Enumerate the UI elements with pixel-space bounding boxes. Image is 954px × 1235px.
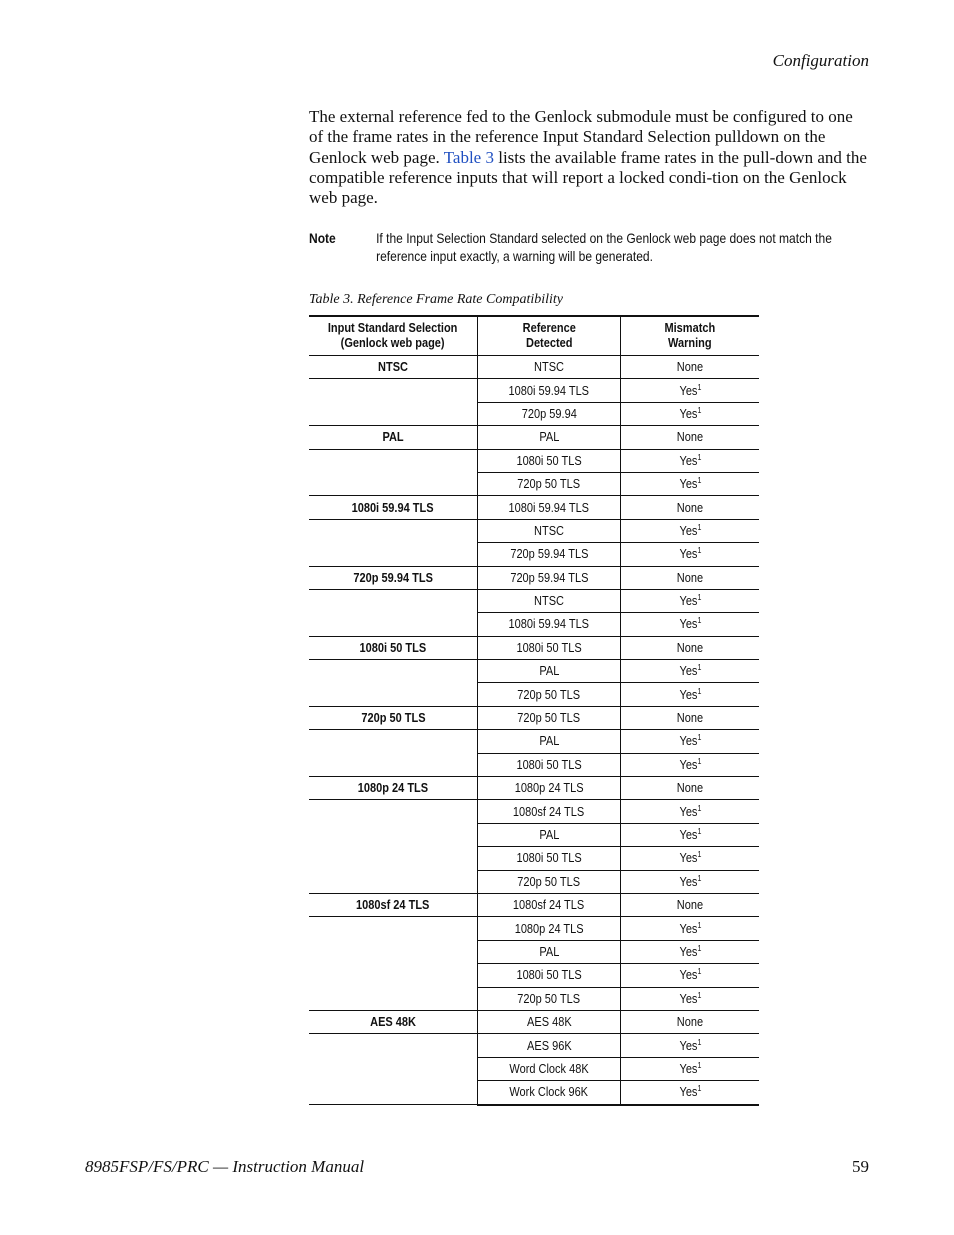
cell-reference-detected: NTSC [478,519,621,542]
table-row [309,426,759,449]
table-row [309,472,759,495]
cell-mismatch-warning: Yes$^1$ [621,940,760,963]
cell-reference-detected: AES 48K [478,1010,621,1033]
cell-reference-detected: PAL [478,940,621,963]
cell-input-standard: 720p 50 TLS [309,706,478,729]
table-row [309,449,759,472]
cell-reference-detected: 1080i 59.94 TLS [478,613,621,636]
cell-mismatch-warning: None [621,356,760,379]
cell-input-standard [309,870,478,893]
footnote-mark: 1 [697,475,701,485]
cell-mismatch-warning: Yes$^1$ [621,823,760,846]
cell-mismatch-warning: Yes$^1$ [621,589,760,612]
cell-mismatch-warning: Yes$^1$ [621,753,760,776]
cell-mismatch-warning: Yes$^1$ [621,519,760,542]
note-text: If the Input Selection Standard selected on the Genlock web page does not match the reference input exactly, a warning will be generated. [376,230,832,264]
cell-input-standard: 1080sf 24 TLS [309,893,478,916]
footnote-mark: 1 [697,943,701,953]
cell-mismatch-warning: None [621,426,760,449]
table-row [309,519,759,542]
table-row [309,917,759,940]
cell-input-standard [309,379,478,402]
table-row [309,402,759,425]
table-row [309,800,759,823]
cell-reference-detected: PAL [478,426,621,449]
cell-input-standard [309,1081,478,1105]
table-row [309,660,759,683]
cell-reference-detected: 720p 59.94 [478,402,621,425]
cell-input-standard [309,730,478,753]
cell-reference-detected: 1080p 24 TLS [478,777,621,800]
footnote-mark: 1 [697,616,701,626]
cell-input-standard: PAL [309,426,478,449]
cell-reference-detected: 1080i 50 TLS [478,847,621,870]
table-row [309,730,759,753]
cell-mismatch-warning: None [621,893,760,916]
cell-mismatch-warning: Yes$^1$ [621,1034,760,1057]
header-input-standard: Input Standard Selection (Genlock web page) [309,316,478,356]
cell-input-standard [309,800,478,823]
cell-reference-detected: 720p 59.94 TLS [478,543,621,566]
table-row [309,753,759,776]
table-header-row [309,316,759,356]
cell-reference-detected: PAL [478,660,621,683]
footnote-mark: 1 [697,663,701,673]
cell-reference-detected: Word Clock 48K [478,1057,621,1080]
cell-reference-detected: 720p 50 TLS [478,706,621,729]
cell-reference-detected: 720p 59.94 TLS [478,566,621,589]
cell-mismatch-warning: Yes$^1$ [621,613,760,636]
table-row [309,496,759,519]
table-row [309,379,759,402]
table-row [309,706,759,729]
footnote-mark: 1 [697,1060,701,1070]
footnote-mark: 1 [697,382,701,392]
cell-reference-detected: PAL [478,730,621,753]
body-paragraph [309,107,871,208]
table-row [309,1010,759,1033]
cell-mismatch-warning: None [621,636,760,659]
note-label: Note [309,230,336,246]
table-body [309,356,759,1105]
table-row [309,589,759,612]
cell-input-standard [309,613,478,636]
cell-mismatch-warning: Yes$^1$ [621,1057,760,1080]
cell-input-standard [309,940,478,963]
cell-mismatch-warning: Yes$^1$ [621,730,760,753]
cell-mismatch-warning: Yes$^1$ [621,683,760,706]
cell-input-standard [309,917,478,940]
cell-reference-detected: 720p 50 TLS [478,870,621,893]
cell-reference-detected: Work Clock 96K [478,1081,621,1105]
cell-mismatch-warning: None [621,566,760,589]
table-row [309,870,759,893]
frame-rate-compatibility-table [309,315,759,1106]
page-number: 59 [852,1157,869,1176]
footer-manual-title: 8985FSP/FS/PRC — Instruction Manual [85,1157,365,1176]
cell-input-standard [309,660,478,683]
cell-mismatch-warning: Yes$^1$ [621,964,760,987]
cell-mismatch-warning: Yes$^1$ [621,543,760,566]
footnote-mark: 1 [697,967,701,977]
cell-reference-detected: 1080p 24 TLS [478,917,621,940]
paragraph-text-before-link: The external reference fed to the Genlock submodule must be configured to one of the frame rates in the reference Input Standard Selection pulldown on the Genlock web page. [309,107,853,167]
cell-reference-detected: 1080i 50 TLS [478,449,621,472]
table-row [309,777,759,800]
header-reference-detected: Reference Detected [478,316,621,356]
footnote-mark: 1 [697,546,701,556]
table-row [309,1034,759,1057]
footnote-mark: 1 [697,592,701,602]
running-header: Configuration [772,51,869,70]
table-row [309,636,759,659]
table-3-link[interactable]: Table 3 [443,147,494,167]
footnote-mark: 1 [697,920,701,930]
footnote-mark: 1 [697,850,701,860]
cell-input-standard: NTSC [309,356,478,379]
cell-input-standard [309,847,478,870]
cell-mismatch-warning: Yes$^1$ [621,847,760,870]
table-caption: Table 3. Reference Frame Rate Compatibility [309,292,564,307]
cell-input-standard [309,589,478,612]
header-mismatch-warning: Mismatch Warning [621,316,760,356]
footnote-mark: 1 [697,1037,701,1047]
cell-reference-detected: 720p 50 TLS [478,683,621,706]
cell-input-standard: AES 48K [309,1010,478,1033]
footnote-mark: 1 [697,522,701,532]
cell-input-standard: 720p 59.94 TLS [309,566,478,589]
table-row [309,356,759,379]
table-row [309,823,759,846]
cell-reference-detected: 1080i 59.94 TLS [478,496,621,519]
cell-reference-detected: NTSC [478,356,621,379]
footnote-mark: 1 [697,733,701,743]
cell-reference-detected: 1080sf 24 TLS [478,893,621,916]
cell-mismatch-warning: Yes$^1$ [621,800,760,823]
cell-mismatch-warning: Yes$^1$ [621,379,760,402]
cell-mismatch-warning: Yes$^1$ [621,1081,760,1105]
cell-input-standard [309,683,478,706]
footnote-mark: 1 [697,826,701,836]
footnote-mark: 1 [697,803,701,813]
footnote-mark: 1 [697,756,701,766]
cell-mismatch-warning: None [621,1010,760,1033]
cell-input-standard [309,402,478,425]
cell-reference-detected: AES 96K [478,1034,621,1057]
cell-input-standard: 1080i 59.94 TLS [309,496,478,519]
cell-mismatch-warning: Yes$^1$ [621,660,760,683]
cell-input-standard [309,1034,478,1057]
footnote-mark: 1 [697,686,701,696]
cell-input-standard [309,1057,478,1080]
cell-reference-detected: 1080i 50 TLS [478,636,621,659]
cell-mismatch-warning: Yes$^1$ [621,917,760,940]
cell-input-standard [309,753,478,776]
table-row [309,893,759,916]
table-row [309,566,759,589]
cell-reference-detected: 720p 50 TLS [478,987,621,1010]
cell-input-standard [309,449,478,472]
table-row [309,964,759,987]
cell-input-standard [309,987,478,1010]
footnote-mark: 1 [697,873,701,883]
table-row [309,1081,759,1105]
cell-input-standard: 1080i 50 TLS [309,636,478,659]
cell-mismatch-warning: Yes$^1$ [621,987,760,1010]
cell-input-standard [309,964,478,987]
footnote-mark: 1 [697,452,701,462]
cell-reference-detected: 1080i 59.94 TLS [478,379,621,402]
table-row [309,940,759,963]
cell-reference-detected: 720p 50 TLS [478,472,621,495]
cell-reference-detected: PAL [478,823,621,846]
cell-input-standard [309,472,478,495]
cell-input-standard: 1080p 24 TLS [309,777,478,800]
footnote-mark: 1 [697,990,701,1000]
table-row [309,847,759,870]
cell-mismatch-warning: None [621,777,760,800]
cell-input-standard [309,519,478,542]
cell-reference-detected: 1080sf 24 TLS [478,800,621,823]
table-row [309,987,759,1010]
cell-mismatch-warning: Yes$^1$ [621,449,760,472]
table-row [309,683,759,706]
paragraph-text-after-link: lists the available frame rates in the pull-down and the compatible reference inputs that will report a locked condi-tion on the Genlock web page. [309,147,867,208]
cell-mismatch-warning: None [621,496,760,519]
cell-mismatch-warning: Yes$^1$ [621,870,760,893]
footnote-mark: 1 [697,1084,701,1094]
cell-reference-detected: NTSC [478,589,621,612]
cell-reference-detected: 1080i 50 TLS [478,753,621,776]
cell-input-standard [309,543,478,566]
cell-mismatch-warning: Yes$^1$ [621,472,760,495]
cell-mismatch-warning: None [621,706,760,729]
cell-reference-detected: 1080i 50 TLS [478,964,621,987]
footnote-mark: 1 [697,405,701,415]
table-row [309,1057,759,1080]
cell-mismatch-warning: Yes$^1$ [621,402,760,425]
cell-input-standard [309,823,478,846]
table-row [309,543,759,566]
table-row [309,613,759,636]
